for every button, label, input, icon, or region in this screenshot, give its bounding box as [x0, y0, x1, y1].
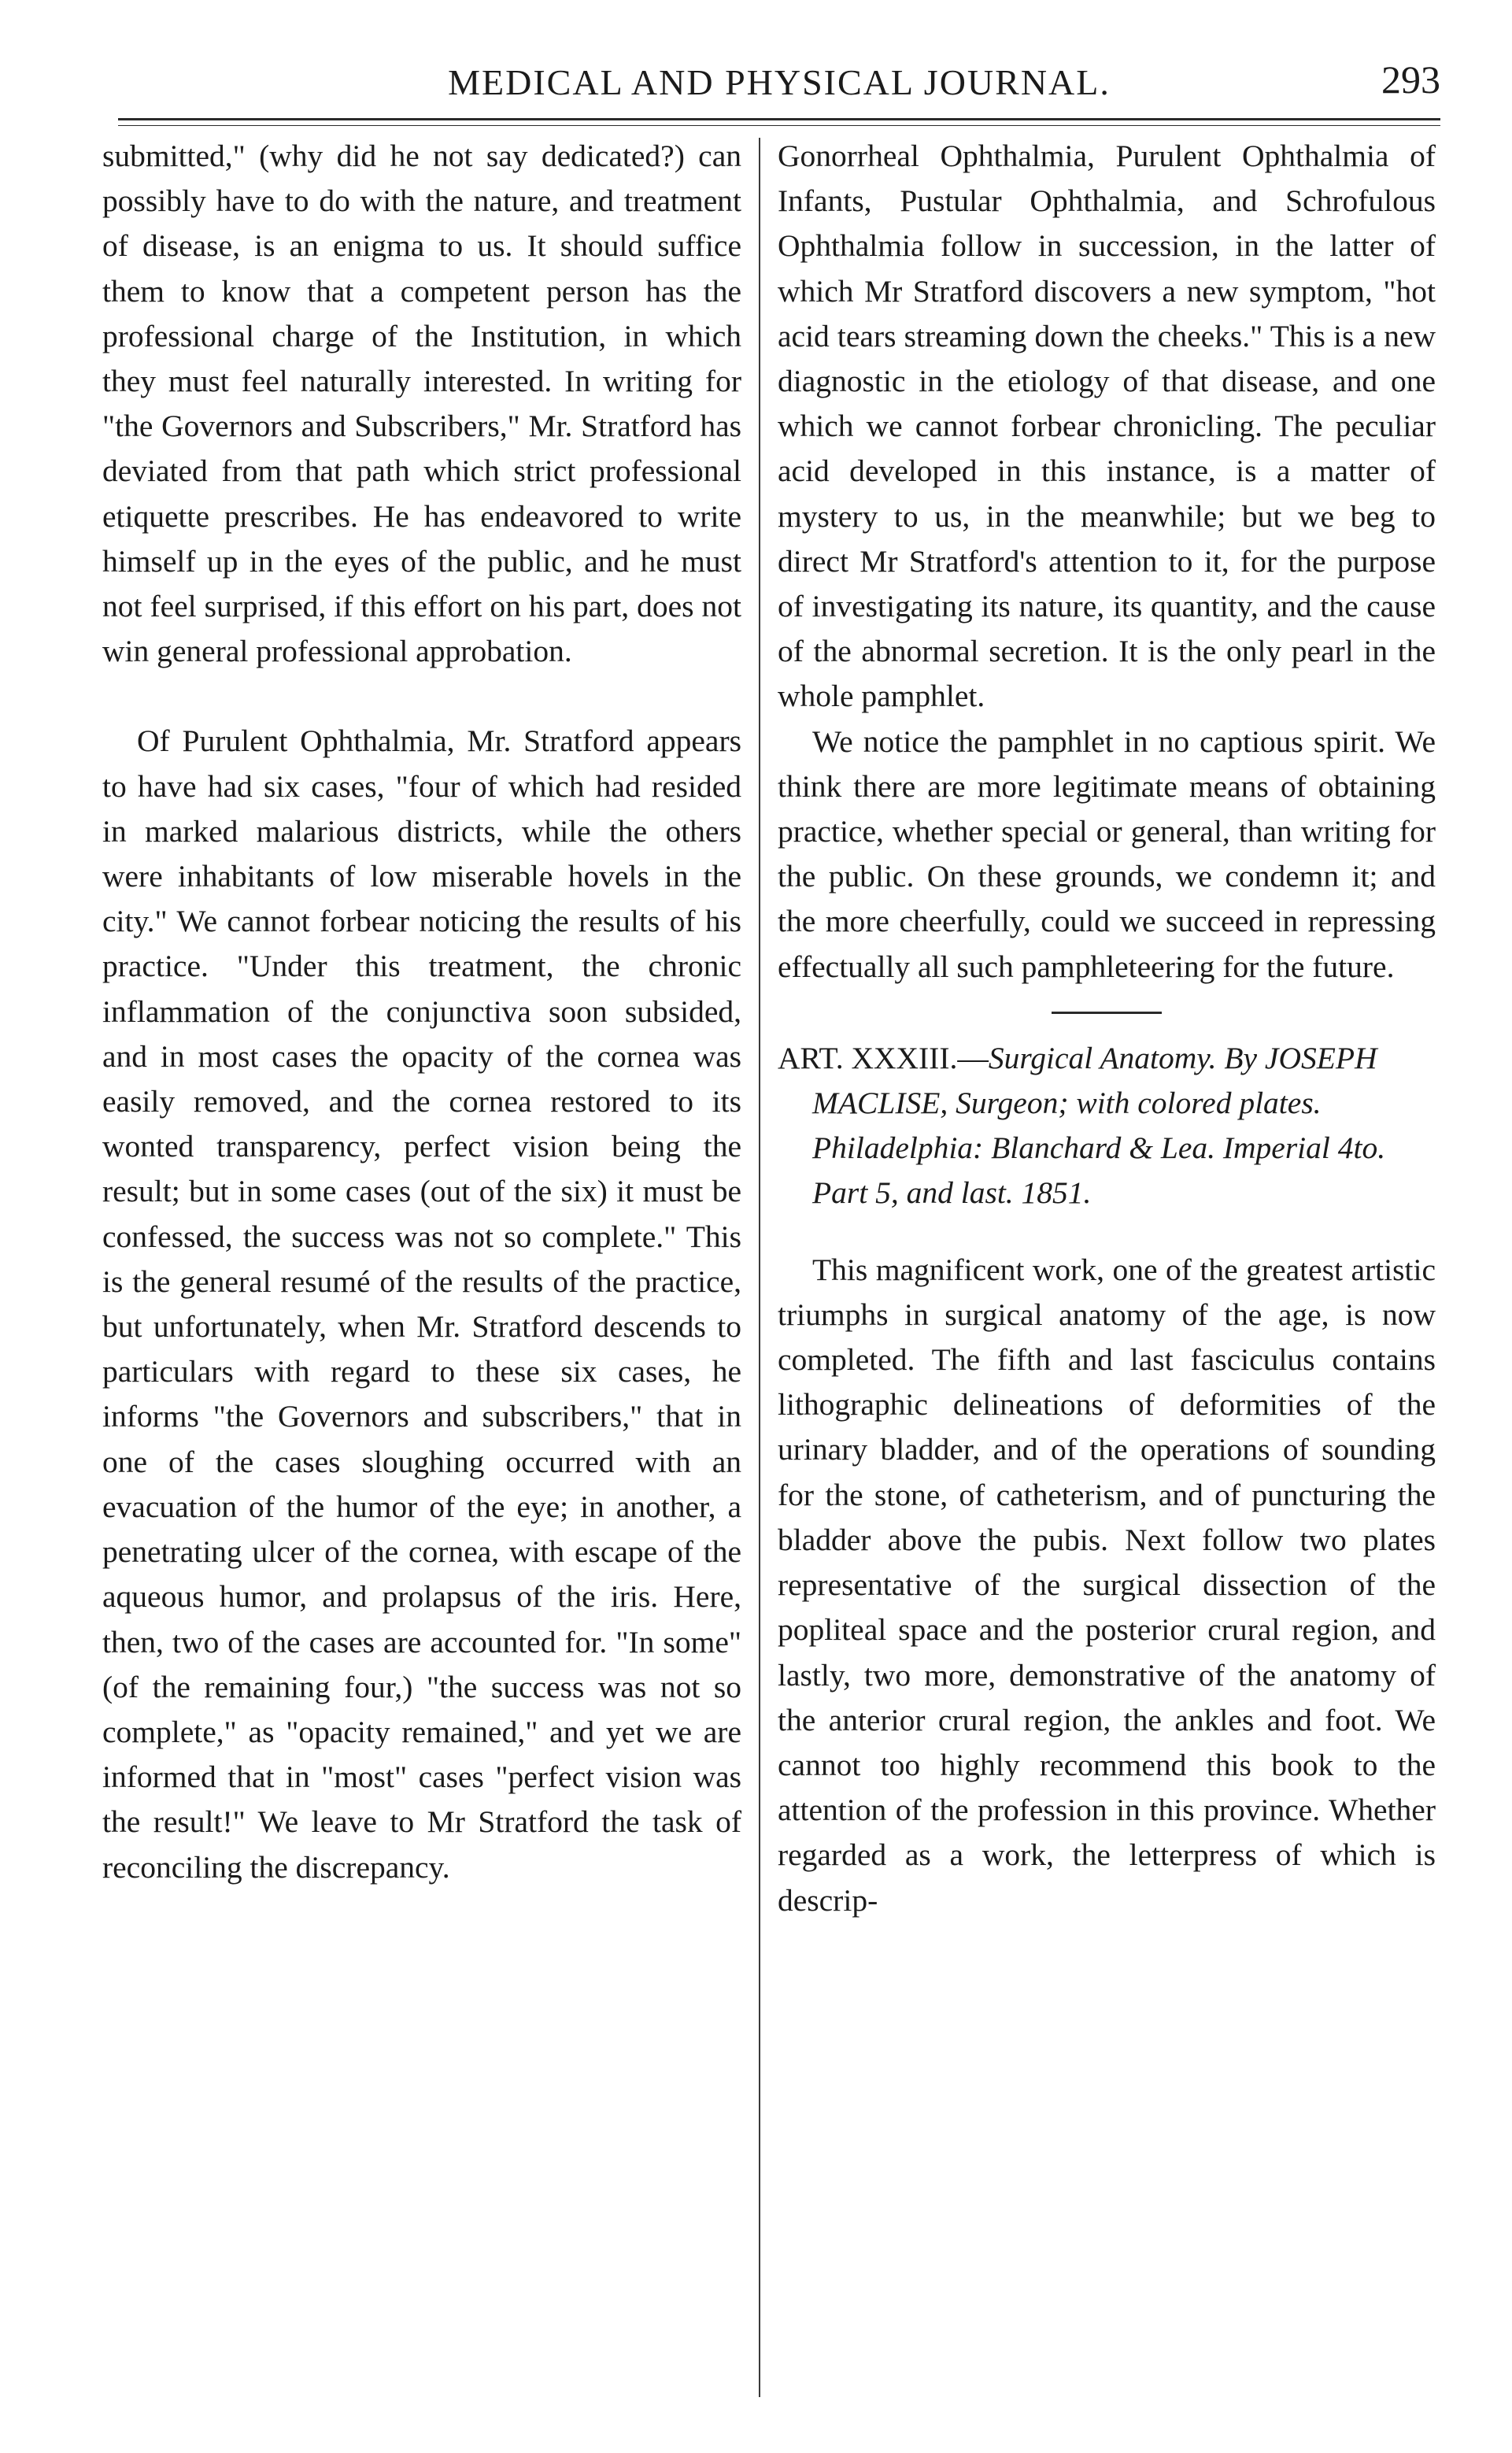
paragraph-submitted: submitted," (why did he not say dedicated?) can possibly have to do with the nature, and treatment of disease, is an enigma to us. It should suffice them to know that a competent person has the professional charge of the Institution, in which they must feel naturally interested. In writing for "the Governors and Subscribers," Mr. Stratford has deviated from that path which strict professional etiquette prescribes. He has endeavored to write himself up in the eyes of the public, and he must not feel surprised, if this effort on his part, does not win general professional approbation.: [102, 139, 741, 669]
article-citation: Surgical Anatomy. By JOSEPH MACLISE, Surgeon; with colored plates. Philadelphia: Blanchard & Lea. Imperial 4to. Part 5, and last. 1851.: [812, 1040, 1386, 1211]
column-divider: [759, 138, 760, 2397]
paragraph-gap: [102, 674, 741, 719]
header-rule: [118, 118, 1440, 126]
section-rule: [1052, 1012, 1162, 1014]
page-number: 293: [1381, 57, 1440, 102]
page-header: [118, 47, 1440, 118]
paragraph-magnificent-work: This magnificent work, one of the greatest artistic triumphs in surgical anatomy of the age, is now completed. The fifth and last fasciculus contains lithographic delineations of deformities of the urinary bladder, and of the operations of sounding for the stone, of catheterism, and of puncturing the bladder above the pubis. Next follow two plates representative of the surgical dissection of the popliteal space and the posterior crural region, and lastly, two more, demonstrative of the anatomy of the anterior crural region, the ankles and foot. We cannot too highly recommend this book to the attention of the profession in this province. Whether regarded as a work, the letterpress of which is descrip-: [778, 1252, 1436, 1918]
left-column: [102, 134, 741, 1890]
article-number: ART. XXXIII.—: [778, 1040, 989, 1075]
right-column: [778, 134, 1436, 1923]
article-heading: [778, 1036, 1436, 1216]
paragraph-captious-spirit: We notice the pamphlet in no captious spirit. We think there are more legitimate means of obtaining practice, whether special or general, than writing for the public. On these grounds, we condemn it; and the more cheerfully, could we succeed in repressing effectually all such pamphleteering for the future.: [778, 723, 1436, 984]
paragraph-purulent-ophthalmia: Of Purulent Ophthalmia, Mr. Stratford appears to have had six cases, "four of which had resided in marked malarious districts, while the others were inhabitants of low miserable hovels in the city." We cannot forbear noticing the results of his practice. "Under this treatment, the chronic inflammation of the conjunctiva soon subsided, and in most cases the opacity of the cornea was easily removed, and the cornea restored to its wonted transparency, perfect vision being the result; but in some cases (out of the six) it must be confessed, the success was not so complete." This is the general resumé of the results of the practice, but unfortunately, when Mr. Stratford descends to particulars with regard to these six cases, he informs "the Governors and subscribers," that in one of the cases sloughing occurred with an evacuation of the humor of the eye; in another, a penetrating ulcer of the cornea, with escape of the aqueous humor, and prolapsus of the iris. Here, then, two of the cases are accounted for. "In some" (of the remaining four,) "the success was not so complete," as "opacity remained," and yet we are informed that in "most" cases "perfect vision was the result!" We leave to Mr Stratford the task of reconciling the discrepancy.: [102, 723, 741, 1885]
paragraph-gonorrheal-ophthalmia: Gonorrheal Ophthalmia, Purulent Ophthalmia of Infants, Pustular Ophthalmia, and Schrofulous Ophthalmia follow in succession, in the latter of which Mr Stratford discovers a new symptom, "hot acid tears streaming down the cheeks." This is a new diagnostic in the etiology of that disease, and one which we cannot forbear chronicling. The peculiar acid developed in this instance, is a matter of mystery to us, in the meanwhile; but we beg to direct Mr Stratford's attention to it, for the purpose of investigating its nature, its quantity, and the cause of the abnormal secretion. It is the only pearl in the whole pamphlet.: [778, 139, 1436, 714]
heading-gap: [778, 1216, 1436, 1248]
running-head: MEDICAL AND PHYSICAL JOURNAL.: [448, 62, 1111, 102]
